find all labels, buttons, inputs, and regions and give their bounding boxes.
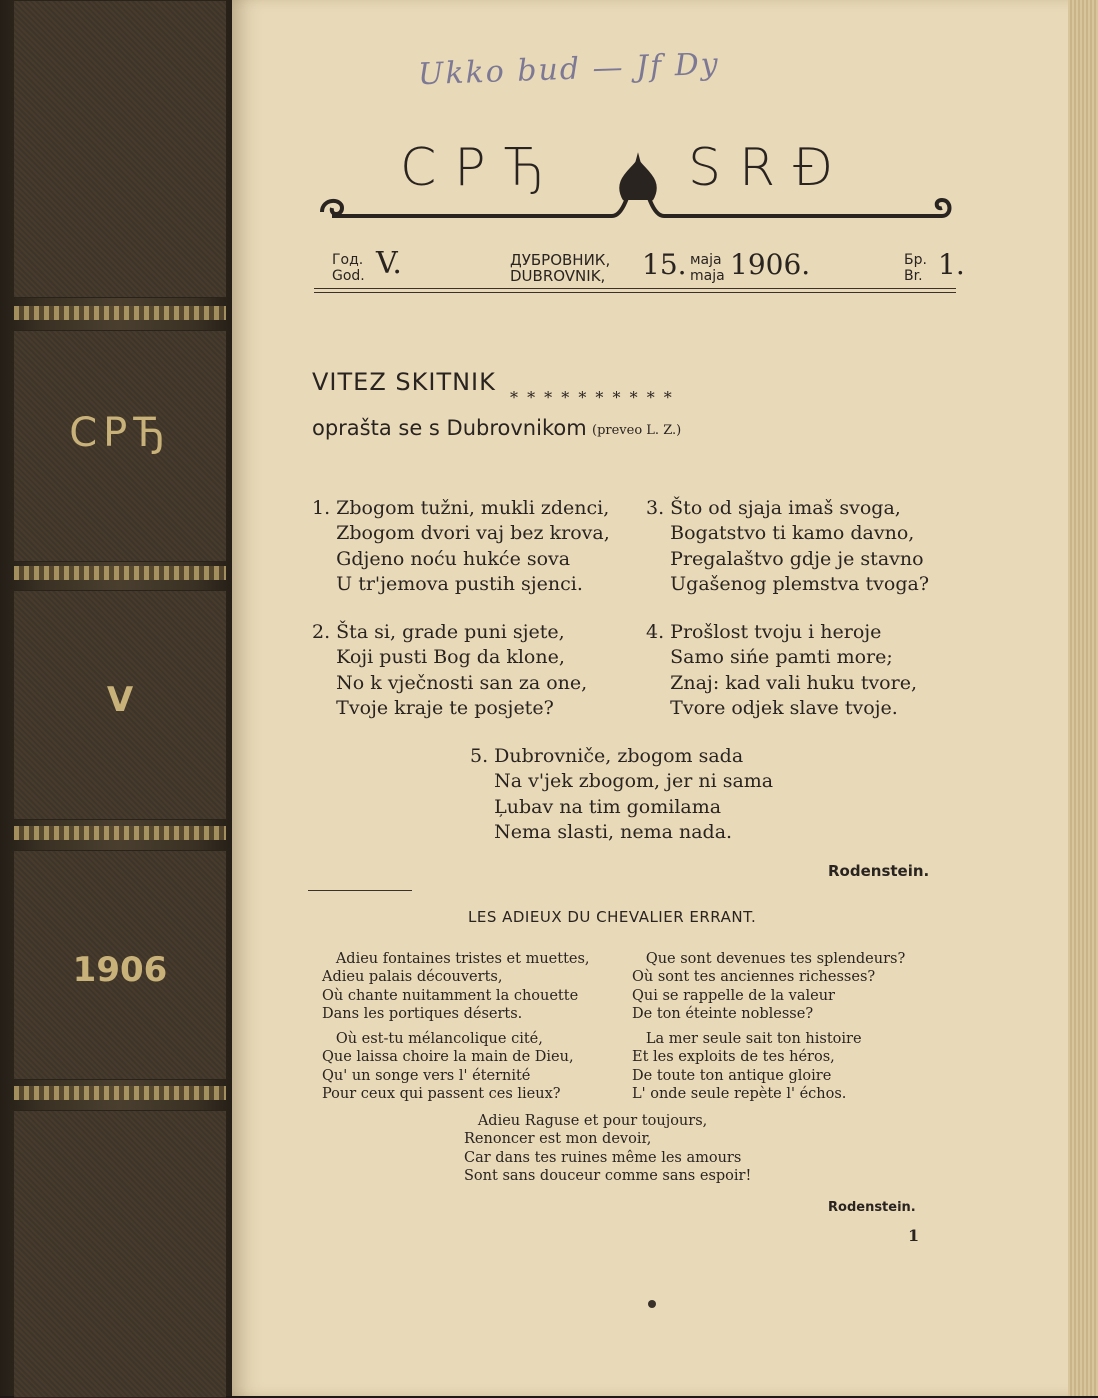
stanza-4: 4. Prošlost tvoju i heroje Samo sińe pamti more; Znaj: kad vali huku tvore, Tvore odjek slave tvoje.	[646, 621, 917, 719]
french-author: Rodenstein.	[828, 1200, 916, 1215]
french-stanza-3: Où est-tu mélancolique cité, Que laissa choire la main de Dieu, Qu' un songe vers l' éternité Pour ceux qui passent ces lieux?	[322, 1031, 574, 1103]
rule	[314, 292, 956, 293]
poem-translator: (preveo L. Z.)	[592, 423, 682, 438]
spine-band	[14, 306, 226, 320]
god-label	[332, 252, 365, 284]
masthead-ornament-icon	[312, 150, 962, 230]
spine-panel	[14, 0, 226, 298]
month-label	[690, 252, 725, 284]
french-stanza-5: Adieu Raguse et pour toujours, Renoncer est mon devoir, Car dans tes ruines même les amours Sont sans douceur comme sans espoir!	[464, 1113, 752, 1185]
spine-panel	[14, 1110, 226, 1398]
city-cyr: ДУБРОВНИК,	[510, 251, 611, 269]
spine-band	[14, 1086, 226, 1100]
poem-stars: * * * * * * * * * *	[510, 388, 674, 407]
binding-hole-icon	[648, 1300, 656, 1308]
spine-band	[14, 566, 226, 580]
handwritten-signature: Ukko bud — Jf Dy	[417, 46, 721, 93]
issue-number: 1.	[938, 248, 965, 281]
page-number: 1	[908, 1226, 920, 1245]
french-stanza-1: Adieu fontaines tristes et muettes, Adieu palais découverts, Où chante nuitamment la chouette Dans les portiques déserts.	[322, 951, 590, 1023]
spine-band	[14, 826, 226, 840]
book-spine	[0, 0, 238, 1396]
spine-year: 1906	[72, 950, 168, 990]
stanza-5: 5. Dubrovniče, zbogom sada Na v'jek zbogom, jer ni sama Ļubav na tim gomilama Nema slasti, nema nada.	[470, 745, 774, 843]
br-cyr: Бр.	[904, 252, 927, 268]
spine-volume: V	[106, 680, 134, 720]
french-stanza-4: La mer seule sait ton histoire Et les exploits de tes héros, De toute ton antique gloire L' onde seule repète l' échos.	[632, 1031, 862, 1103]
issue-volume: V.	[376, 246, 402, 281]
month-lat: maja	[690, 268, 725, 284]
page-edge	[1068, 0, 1098, 1396]
stanza-2: 2. Šta si, grade puni sjete, Koji pusti Bog da klone, No k vječnosti san za one, Tvoje kraje te posjete?	[312, 621, 588, 719]
french-title: LES ADIEUX DU CHEVALIER ERRANT.	[468, 908, 757, 926]
month-cyr: маја	[690, 252, 722, 268]
issue-year: 1906.	[730, 248, 811, 281]
issue-day: 15.	[642, 248, 687, 281]
god-cyr: Год.	[332, 252, 364, 268]
spine-title: СРЂ	[69, 410, 171, 456]
god-lat: God.	[332, 268, 365, 284]
masthead-title-cyrillic: СРЂ	[400, 138, 563, 198]
masthead-title-latin: SRĐ	[688, 138, 852, 198]
poem-subtitle: oprašta se s Dubrovnikom	[312, 416, 587, 440]
poem-author: Rodenstein.	[828, 862, 930, 880]
french-stanza-2: Que sont devenues tes splendeurs? Où sont tes anciennes richesses? Qui se rappelle de la valeur De ton éteinte noblesse?	[632, 951, 906, 1023]
br-lat: Br.	[904, 268, 923, 284]
city-lat: DUBROVNIK,	[510, 267, 606, 285]
rule	[314, 288, 956, 289]
section-divider	[308, 890, 412, 891]
stanza-3: 3. Što od sjaja imaš svoga, Bogatstvo ti kamo davno, Pregalaštvo gdje je stavno Ugašenog plemstva tvoga?	[646, 497, 930, 595]
br-label	[904, 252, 927, 284]
city-label	[510, 252, 610, 284]
stanza-1: 1. Zbogom tužni, mukli zdenci, Zbogom dvori vaj bez krova, Gdjeno noću hukće sova U tr'jemova pustih sjenci.	[312, 497, 610, 595]
poem-title: VITEZ SKITNIK	[312, 368, 496, 396]
